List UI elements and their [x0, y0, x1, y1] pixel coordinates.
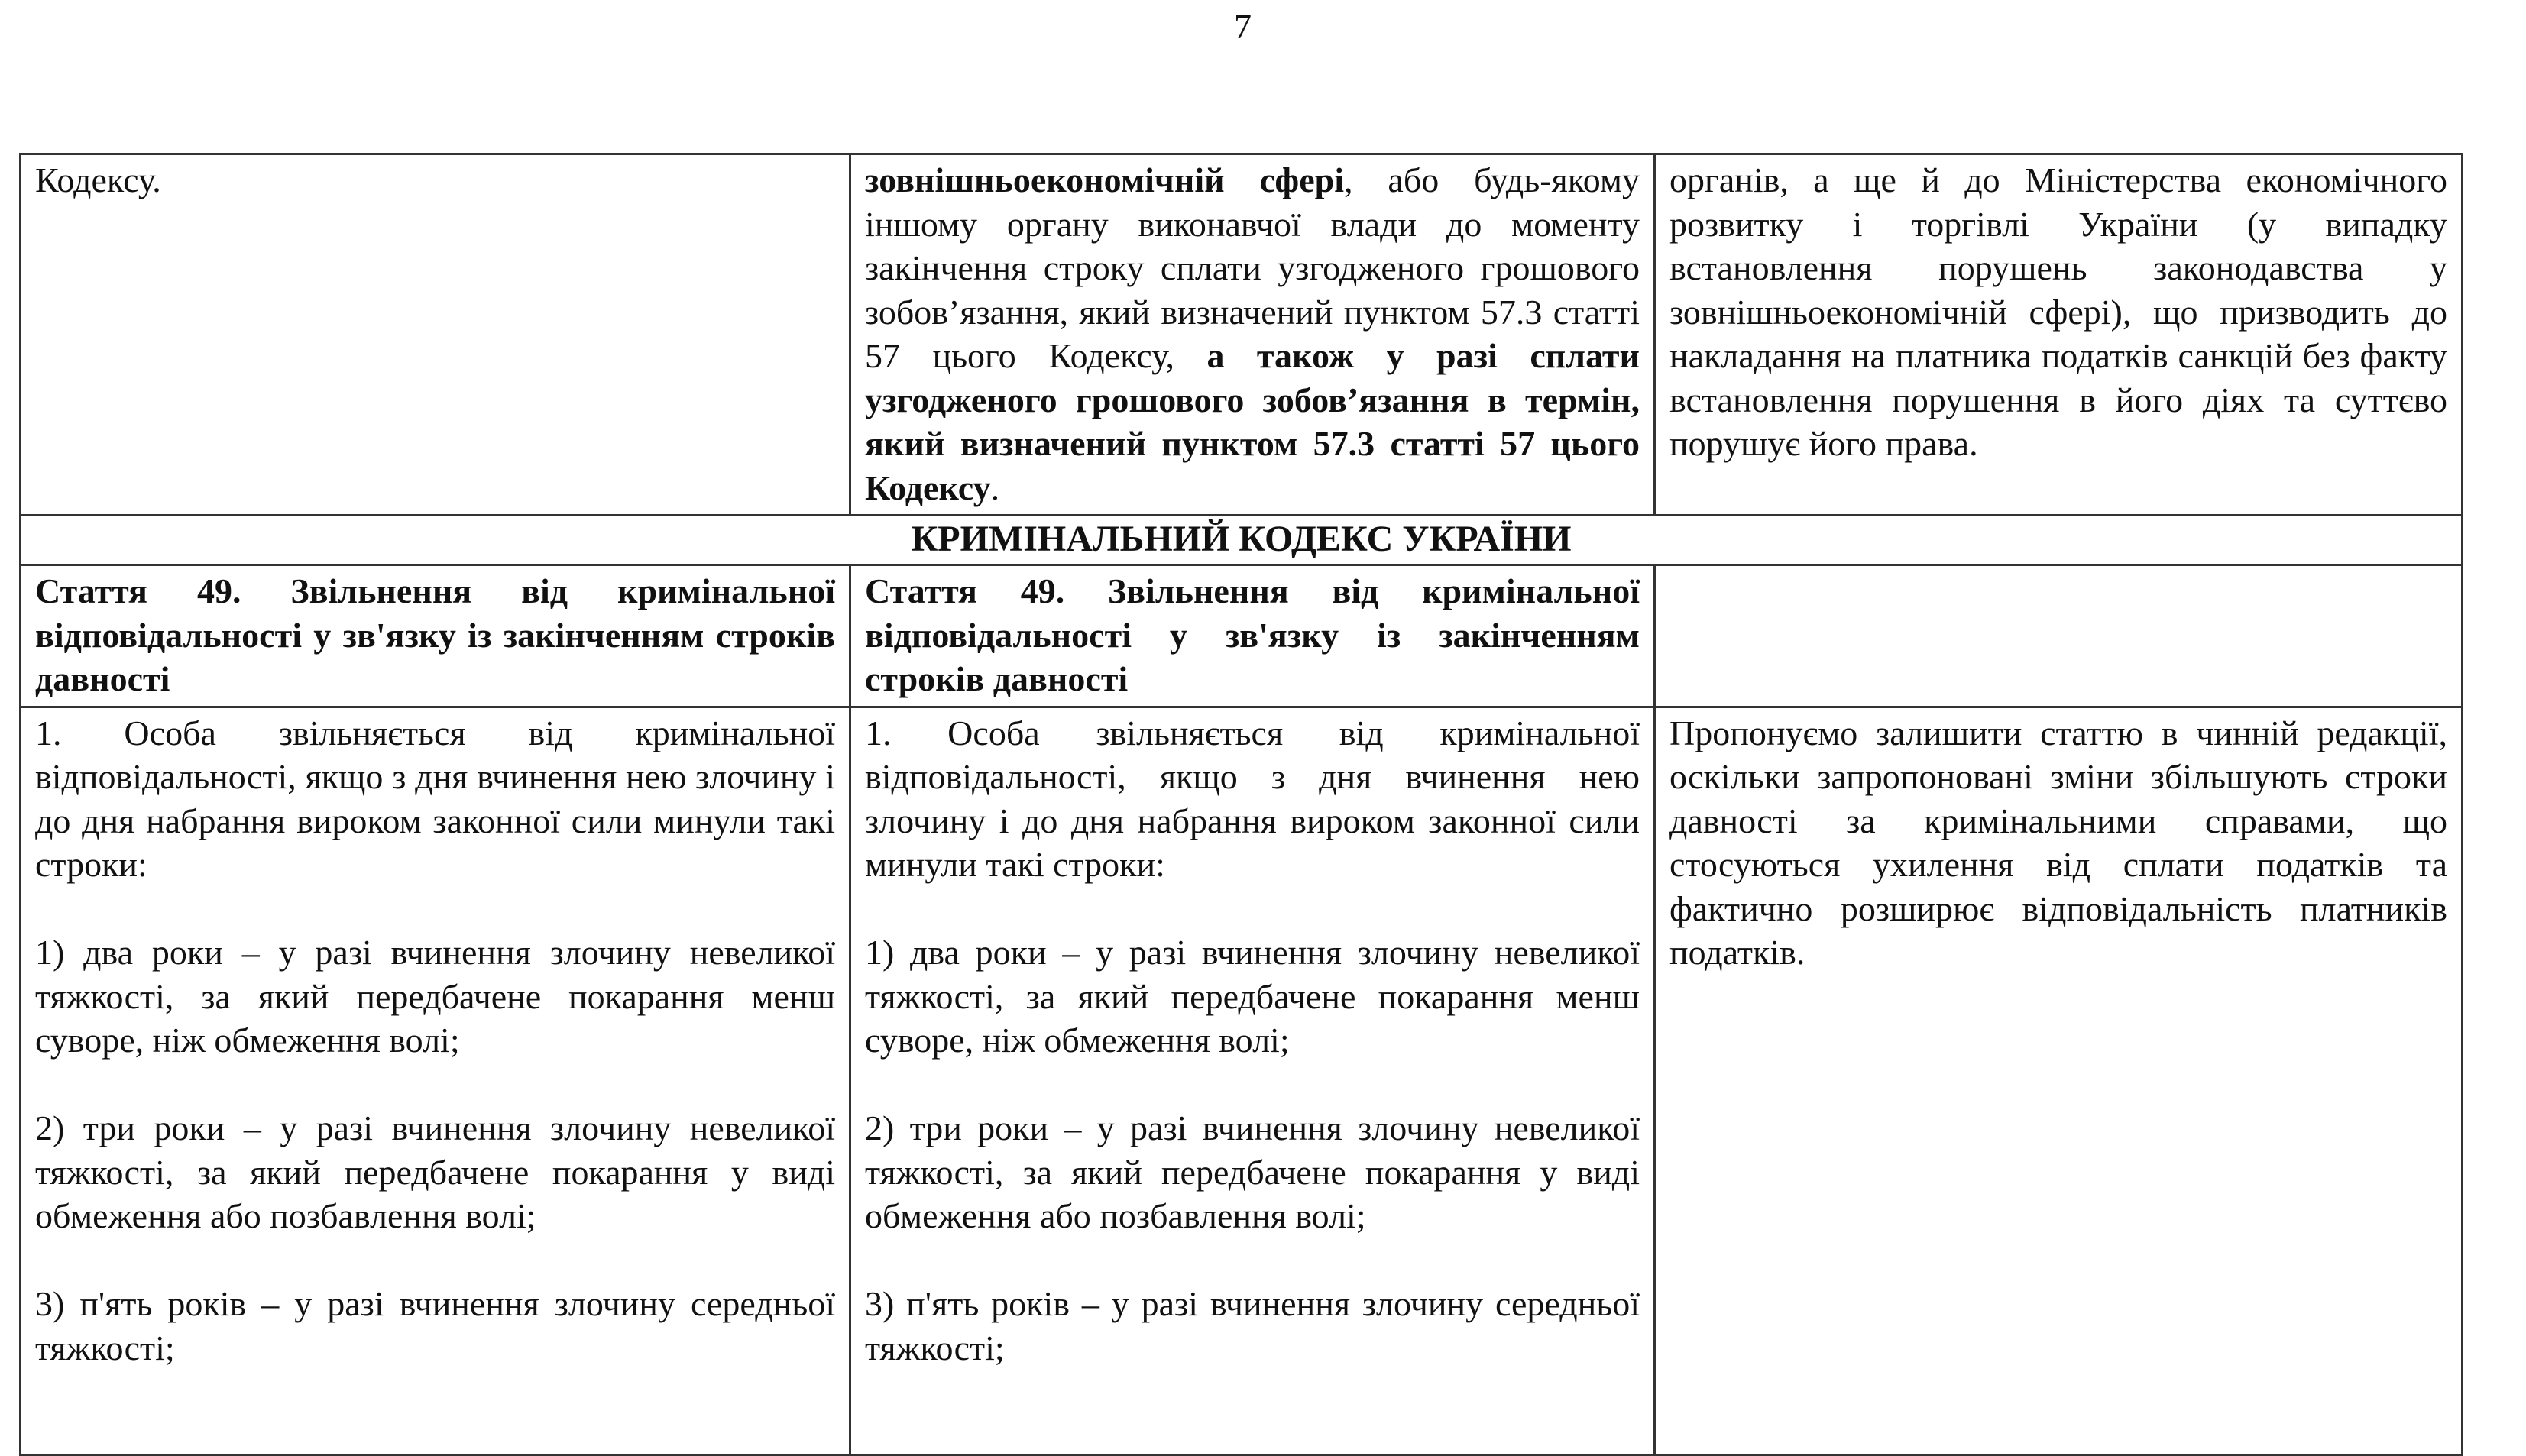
paragraph: 3) п'ять років – у разі вчинення злочину середньої тяжкості; [865, 1284, 1640, 1367]
paragraph: 2) три роки – у разі вчинення злочину невеликої тяжкості, за який передбачене покарання у виді обмеження або позбавлення волі; [865, 1108, 1640, 1235]
comment-cell: Пропонуємо залишити статтю в чинній редакції, оскільки запропоновані зміни збільшують строки давності за кримінальними справами, що стосуються ухилення від сплати податків та фактично розширює відповідальність платників податків. [1655, 707, 2463, 1454]
text-fragment: , або будь-якому іншому органу виконавчої влади до моменту закінчення строку сплати узгодженого грошового зобов’язання, який визначений пунктом 57.3 статті 57 цього Кодексу, [865, 160, 1640, 375]
paragraph: 1. Особа звільняється від кримінальної відповідальності, якщо з дня вчинення нею злочину і до дня набрання вироком законної сили минули такі строки: [35, 713, 835, 884]
article-body-row [21, 707, 2463, 1454]
page-number: 7 [1234, 7, 1252, 46]
section-title: КРИМІНАЛЬНИЙ КОДЕКС УКРАЇНИ [21, 516, 2463, 565]
comment-cell: органів, а ще й до Міністерства економічного розвитку і торгівлі України (у випадку встановлення порушень законодавства у зовнішньоекономічній сфері), що призводить до накладання на платника податків санкцій без факту встановлення порушення в його діях та суттєво порушує його права. [1655, 154, 2463, 516]
current-text-cell: Кодексу. [21, 154, 850, 516]
comparison-table [19, 153, 2463, 1456]
article-header-row [21, 565, 2463, 707]
current-article-title: Стаття 49. Звільнення від кримінальної відповідальності у зв'язку із закінченням строків давності [21, 565, 850, 707]
table-row [21, 154, 2463, 516]
paragraph: 2) три роки – у разі вчинення злочину невеликої тяжкості, за який передбачене покарання у виді обмеження або позбавлення волі; [35, 1108, 835, 1235]
bold-fragment: зовнішньоекономічній сфері [865, 160, 1344, 199]
paragraph: 1. Особа звільняється від кримінальної відповідальності, якщо з дня вчинення нею злочину і до дня набрання вироком законної сили минули такі строки: [865, 713, 1640, 884]
section-row [21, 516, 2463, 565]
paragraph: 3) п'ять років – у разі вчинення злочину середньої тяжкості; [35, 1284, 835, 1367]
proposed-article-title: Стаття 49. Звільнення від кримінальної відповідальності у зв'язку із закінченням строків давності [850, 565, 1655, 707]
text-fragment: . [990, 468, 1000, 507]
comment-header-cell [1655, 565, 2463, 707]
paragraph: 1) два роки – у разі вчинення злочину невеликої тяжкості, за який передбачене покарання менш суворе, ніж обмеження волі; [35, 933, 835, 1060]
proposed-article-text [850, 707, 1655, 1454]
current-article-text [21, 707, 850, 1454]
bold-fragment: а також у разі сплати узгодженого грошового зобов’язання в термін, який визначений пунктом 57.3 статті 57 цього Кодексу [865, 336, 1640, 507]
paragraph: 1) два роки – у разі вчинення злочину невеликої тяжкості, за який передбачене покарання менш суворе, ніж обмеження волі; [865, 933, 1640, 1060]
proposed-text-cell [850, 154, 1655, 516]
